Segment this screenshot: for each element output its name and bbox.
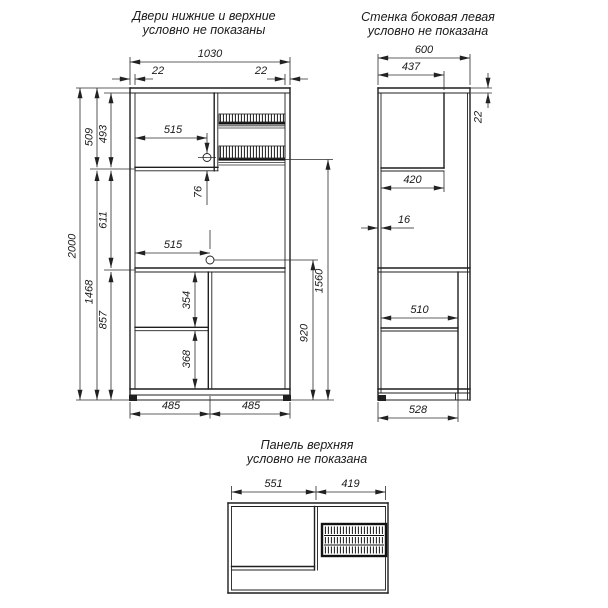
dim-text-354: 354 bbox=[181, 290, 193, 310]
dim-text-76: 76 bbox=[192, 185, 205, 199]
dim-text-515-lower: 515 bbox=[163, 239, 183, 251]
dim-text-1560: 1560 bbox=[313, 268, 326, 294]
dim-text-485-right: 485 bbox=[241, 400, 261, 412]
front-note-line1: Двери нижние и верхние bbox=[132, 9, 276, 23]
dim-front-857 bbox=[98, 272, 112, 400]
front-dish-rack-lower bbox=[219, 146, 286, 165]
side-foot bbox=[378, 395, 386, 401]
side-mid-divider bbox=[378, 268, 470, 272]
dim-front-611 bbox=[98, 171, 112, 268]
dim-text-600: 600 bbox=[414, 44, 434, 56]
dim-side-510 bbox=[381, 304, 458, 318]
dim-text-611: 611 bbox=[97, 211, 110, 229]
dim-front-368 bbox=[181, 331, 195, 389]
front-mid-divider bbox=[135, 268, 285, 272]
dim-text-857: 857 bbox=[97, 310, 110, 330]
dim-text-920: 920 bbox=[298, 323, 311, 343]
side-cabinet-outline bbox=[378, 88, 470, 401]
dim-side-437 bbox=[378, 61, 444, 75]
dim-side-420 bbox=[381, 174, 444, 188]
dim-text-493: 493 bbox=[97, 124, 110, 144]
left-foot bbox=[129, 395, 137, 401]
dim-front-1468 bbox=[84, 171, 98, 400]
top-note-line1: Панель верхняя bbox=[260, 438, 354, 452]
front-note-line2: условно не показаны bbox=[142, 23, 266, 37]
dim-front-920 bbox=[299, 260, 314, 400]
dim-text-16: 16 bbox=[397, 214, 411, 226]
dim-front-509 bbox=[84, 88, 98, 167]
dim-text-485-left: 485 bbox=[161, 400, 181, 412]
dim-side-600 bbox=[378, 44, 470, 58]
dim-text-420: 420 bbox=[403, 174, 422, 186]
dim-front-76 bbox=[193, 143, 208, 205]
dim-top-551 bbox=[232, 478, 317, 492]
side-note-line1: Стенка боковая левая bbox=[361, 10, 495, 24]
dim-front-total-width bbox=[130, 48, 290, 62]
dim-front-515-upper bbox=[135, 124, 207, 138]
front-lower-partition bbox=[135, 272, 212, 389]
dim-text-515-upper: 515 bbox=[163, 124, 183, 136]
dim-text-22-right: 22 bbox=[254, 65, 268, 77]
dim-text-22-left: 22 bbox=[151, 65, 165, 77]
dim-side-16 bbox=[361, 214, 414, 228]
dim-side-22 bbox=[473, 73, 489, 124]
top-note-line2: условно не показана bbox=[246, 452, 368, 466]
dim-front-485-left bbox=[130, 400, 210, 414]
front-dish-rack-upper bbox=[219, 114, 286, 128]
dim-text-22-side: 22 bbox=[472, 110, 485, 124]
top-inner-panel bbox=[232, 507, 318, 571]
dim-text-509: 509 bbox=[83, 127, 96, 147]
side-view bbox=[361, 44, 492, 422]
side-upper-compartment bbox=[381, 93, 444, 171]
dim-text-551: 551 bbox=[264, 478, 283, 490]
dim-front-515-lower bbox=[135, 239, 210, 253]
dim-front-485-right bbox=[210, 400, 290, 414]
dim-text-437: 437 bbox=[401, 61, 421, 73]
dim-text-368: 368 bbox=[181, 349, 193, 369]
dim-text-1030: 1030 bbox=[197, 48, 223, 60]
dim-top-419 bbox=[316, 478, 386, 492]
dim-text-2000: 2000 bbox=[66, 233, 79, 259]
lower-handle-hole bbox=[206, 256, 214, 264]
dim-text-419: 419 bbox=[341, 478, 360, 490]
dim-front-wall-right bbox=[254, 65, 308, 79]
side-extension-lines bbox=[378, 54, 492, 422]
dim-front-1560 bbox=[314, 160, 329, 401]
side-lower-compartment bbox=[381, 272, 458, 393]
front-extension-lines bbox=[76, 57, 334, 419]
dim-front-total-height bbox=[67, 88, 81, 400]
top-extension-lines bbox=[232, 486, 386, 500]
front-view bbox=[67, 48, 335, 419]
dim-front-354 bbox=[181, 272, 195, 327]
top-dish-rack bbox=[322, 524, 386, 556]
dim-text-528: 528 bbox=[408, 404, 428, 416]
right-foot bbox=[283, 395, 291, 401]
dim-text-510: 510 bbox=[410, 304, 429, 316]
dim-text-1468: 1468 bbox=[83, 279, 96, 305]
top-view bbox=[228, 478, 388, 593]
dim-side-528 bbox=[378, 404, 458, 418]
dim-front-493 bbox=[98, 93, 112, 167]
side-note-line2: условно не показана bbox=[367, 24, 489, 38]
dim-front-wall-left bbox=[112, 65, 164, 79]
